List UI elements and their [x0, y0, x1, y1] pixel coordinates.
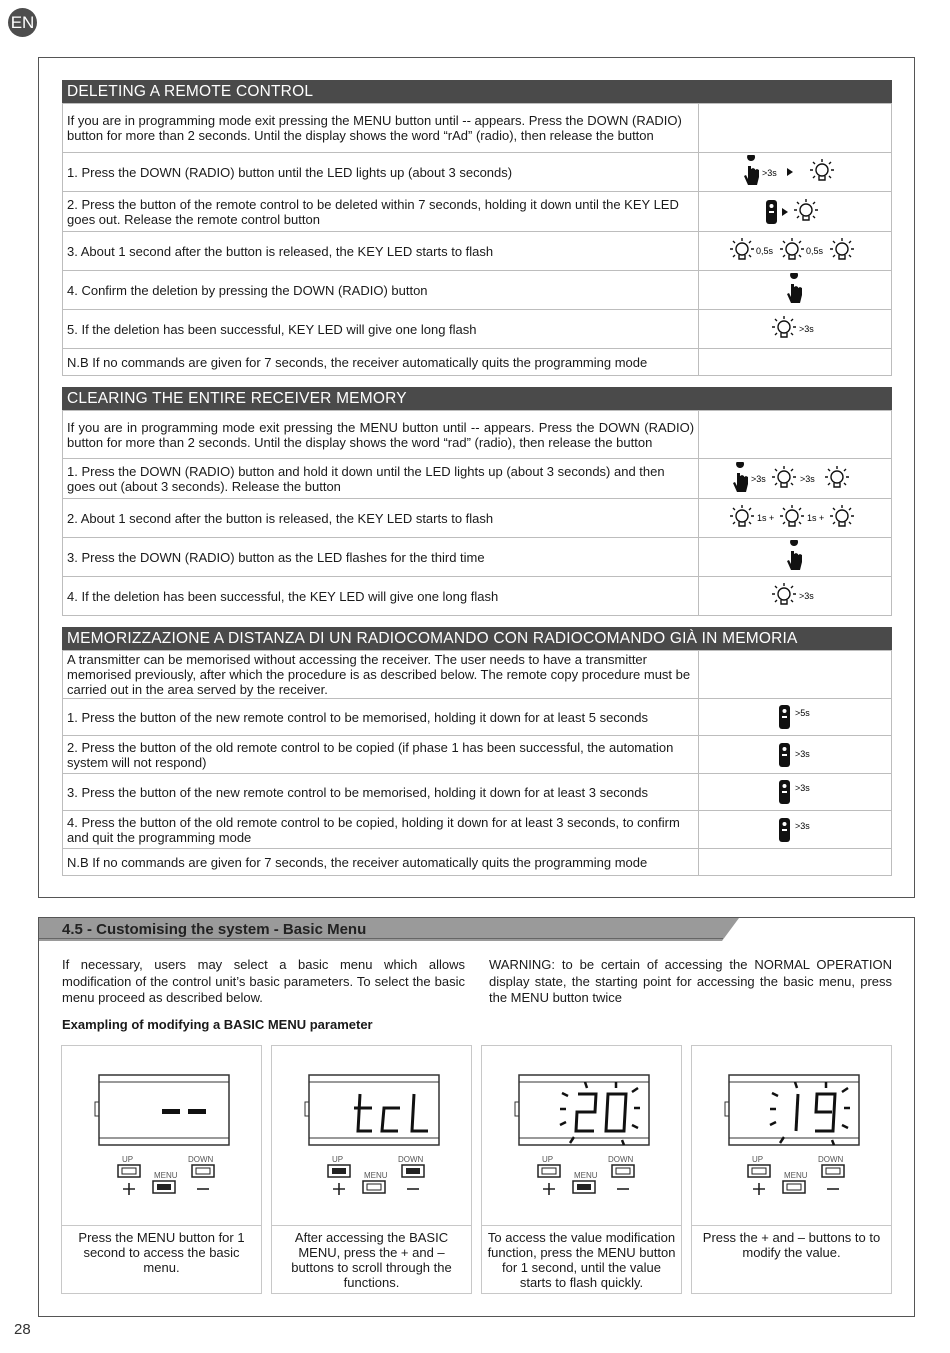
- time-label: >3s: [795, 783, 810, 793]
- step-text: 3. Press the DOWN (RADIO) button as the LED flashes for the third time: [63, 538, 699, 577]
- remote-press-3s-icon: [775, 776, 815, 808]
- example-subheading: Exampling of modifying a BASIC MENU parameter: [62, 1017, 373, 1032]
- step-icon-cell: [699, 736, 892, 774]
- step-icon-cell: [699, 411, 892, 459]
- menu-button[interactable]: [363, 1181, 385, 1193]
- time-label: >3s: [751, 473, 766, 484]
- down-button[interactable]: [612, 1165, 634, 1177]
- time-label: 0,5s: [756, 246, 774, 256]
- step-caption: To access the value modification function, press the MENU button for 1 second, until the value starts to flash quickly.: [487, 1230, 676, 1290]
- step-caption: Press the MENU button for 1 second to access the basic menu.: [78, 1230, 245, 1275]
- plus-icon: [543, 1183, 555, 1195]
- step-text: N.B If no commands are given for 7 seconds, the receiver automatically quits the programming mode: [63, 849, 699, 876]
- step-icon-cell: [699, 499, 892, 538]
- control-unit-display: [482, 1046, 681, 1226]
- menu-button[interactable]: [783, 1181, 805, 1193]
- table-row: [63, 774, 892, 811]
- deleting-remote-section: [62, 80, 892, 376]
- time-label: 0,5s: [806, 246, 824, 256]
- step-text: If you are in programming mode exit pressing the MENU button until -- appears. Press the DOWN (RADIO) button for more than 2 seconds. Until the display shows the word “rad” (radio), then release the button: [63, 411, 699, 459]
- table-row: [63, 699, 892, 736]
- table-row: [63, 232, 892, 271]
- plus-icon: [753, 1183, 765, 1195]
- menu-label: MENU: [364, 1171, 388, 1180]
- menu-step-card: [61, 1045, 262, 1294]
- up-label: UP: [122, 1155, 134, 1164]
- scroll-step-card: [271, 1045, 472, 1294]
- control-panel-illustration: [272, 1046, 471, 1226]
- step-icon-cell: [699, 153, 892, 192]
- led-long-flash-icon: [770, 312, 820, 346]
- step-text: 3. About 1 second after the button is released, the KEY LED starts to flash: [63, 232, 699, 271]
- clearing-memory-section: [62, 387, 892, 616]
- time-label: >3s: [795, 748, 810, 759]
- step-icon-cell: [699, 459, 892, 499]
- step-text: 5. If the deletion has been successful, KEY LED will give one long flash: [63, 310, 699, 349]
- display-text-19: [796, 1094, 835, 1131]
- step-icon-cell: [699, 104, 892, 153]
- remote-memorisation-section: [62, 627, 892, 876]
- time-label: >3s: [762, 168, 777, 178]
- procedure-table: [62, 410, 892, 616]
- value-edit-step-card: [481, 1045, 682, 1294]
- step-icon-cell: [699, 577, 892, 616]
- step-text: 3. Press the button of the new remote control to be memorised, holding it down for at least 3 seconds: [63, 774, 699, 811]
- up-button[interactable]: [118, 1165, 140, 1177]
- control-unit-display: [272, 1046, 471, 1226]
- remote-press-5s-icon: [775, 701, 815, 733]
- step-text: 2. About 1 second after the button is released, the KEY LED starts to flash: [63, 499, 699, 538]
- step-icon-cell: [699, 699, 892, 736]
- time-label: >3s: [799, 324, 814, 334]
- step-text: 4. Confirm the deletion by pressing the DOWN (RADIO) button: [63, 271, 699, 310]
- table-row: [63, 411, 892, 459]
- table-row: [63, 538, 892, 577]
- customising-header: [39, 918, 739, 941]
- page-number: 28: [14, 1321, 31, 1338]
- plus-icon: [333, 1183, 345, 1195]
- step-icon-cell: [699, 651, 892, 699]
- flashing-marks: [770, 1082, 850, 1145]
- table-row: [63, 849, 892, 876]
- up-label: UP: [542, 1155, 554, 1164]
- up-label: UP: [332, 1155, 344, 1164]
- procedure-table: [62, 103, 892, 376]
- table-row: [63, 192, 892, 232]
- table-row: [63, 104, 892, 153]
- led-flash-icon: [728, 501, 862, 535]
- step-icon-cell: [699, 271, 892, 310]
- intro-paragraph: If necessary, users may select a basic menu which allows modification of the control unit’s basic parameters. To select the basic menu proceed as described below.: [62, 957, 465, 1005]
- time-label: >3s: [799, 591, 814, 601]
- step-text: 2. Press the button of the old remote control to be copied (if phase 1 has been successful, the automation system will not respond): [63, 736, 699, 774]
- down-label: DOWN: [188, 1155, 214, 1164]
- step-text: N.B If no commands are given for 7 seconds, the receiver automatically quits the programming mode: [63, 349, 699, 376]
- step-text: 1. Press the DOWN (RADIO) button until the LED lights up (about 3 seconds): [63, 153, 699, 192]
- up-label: UP: [752, 1155, 764, 1164]
- table-row: [63, 651, 892, 699]
- up-button[interactable]: [748, 1165, 770, 1177]
- step-icon-cell: [699, 349, 892, 376]
- section-title: MEMORIZZAZIONE A DISTANZA DI UN RADIOCOMANDO CON RADIOCOMANDO GIÀ IN MEMORIA: [62, 627, 892, 650]
- step-text: 1. Press the button of the new remote control to be memorised, holding it down for at least 5 seconds: [63, 699, 699, 736]
- hand-press-icon: [783, 273, 807, 307]
- table-row: [63, 349, 892, 376]
- flashing-marks: [560, 1082, 640, 1145]
- modify-value-step-card: [691, 1045, 892, 1294]
- remote-press-3s-icon: [775, 814, 815, 846]
- table-row: [63, 577, 892, 616]
- down-label: DOWN: [608, 1155, 634, 1164]
- table-row: [63, 499, 892, 538]
- step-icon-cell: [699, 538, 892, 577]
- hand-led-on-off-icon: [733, 462, 857, 496]
- step-icon-cell: [699, 310, 892, 349]
- down-button[interactable]: [822, 1165, 844, 1177]
- down-button[interactable]: [192, 1165, 214, 1177]
- led-long-flash-icon: [770, 579, 820, 613]
- hand-press-icon: [783, 540, 807, 574]
- time-label: 1s +: [807, 513, 825, 523]
- table-row: [63, 459, 892, 499]
- step-icon-cell: [699, 774, 892, 811]
- display-text-tcl: [354, 1094, 428, 1131]
- language-badge: EN: [8, 8, 37, 37]
- display-text-20: [576, 1094, 626, 1131]
- warning-paragraph: WARNING: to be certain of accessing the NORMAL OPERATION display state, the starting point for accessing the basic menu, press the MENU button twice: [489, 957, 892, 1005]
- step-text: 1. Press the DOWN (RADIO) button and hold it down until the LED lights up (about 3 seconds) and then goes out (about 3 seconds). Release the button: [63, 459, 699, 499]
- step-icon-cell: [699, 192, 892, 232]
- menu-label: MENU: [154, 1171, 178, 1180]
- radio-procedures-panel: [38, 57, 915, 898]
- time-label: >3s: [795, 820, 810, 831]
- table-row: [63, 736, 892, 774]
- section-title: DELETING A REMOTE CONTROL: [62, 80, 892, 103]
- section-title: CLEARING THE ENTIRE RECEIVER MEMORY: [62, 387, 892, 410]
- hand-press-3s-led-on-icon: [740, 155, 850, 189]
- step-icon-cell: [699, 849, 892, 876]
- step-text: If you are in programming mode exit pressing the MENU button until -- appears. Press the DOWN (RADIO) button for more than 2 seconds. Until the display shows the word “rAd” (radio), then release the button: [63, 104, 699, 153]
- down-label: DOWN: [398, 1155, 424, 1164]
- step-text: 2. Press the button of the remote control to be deleted within 7 seconds, holding it down until the KEY LED goes out. Release the remote control button: [63, 192, 699, 232]
- remote-press-3s-icon: [775, 739, 815, 771]
- remote-led-off-icon: [760, 195, 830, 229]
- control-panel-illustration: [482, 1046, 681, 1226]
- control-unit-display: [62, 1046, 261, 1226]
- table-row: [63, 271, 892, 310]
- control-panel-illustration: [692, 1046, 891, 1226]
- time-label: 1s +: [757, 513, 775, 523]
- table-row: [63, 310, 892, 349]
- menu-label: MENU: [574, 1171, 598, 1180]
- plus-icon: [123, 1183, 135, 1195]
- step-caption: Press the + and – buttons to to modify the value.: [702, 1230, 881, 1260]
- led-flash-icon: [728, 234, 862, 268]
- control-panel-illustration: [62, 1046, 261, 1226]
- menu-label: MENU: [784, 1171, 808, 1180]
- control-unit-display: [692, 1046, 891, 1226]
- step-caption: After accessing the BASIC MENU, press the + and – buttons to scroll through the functions.: [291, 1230, 452, 1290]
- step-text: 4. Press the button of the old remote control to be copied, holding it down for at least 3 seconds, to confirm and quit the programming mode: [63, 811, 699, 849]
- time-label: >3s: [800, 473, 815, 484]
- procedure-table: [62, 650, 892, 876]
- table-row: [63, 153, 892, 192]
- step-text: 4. If the deletion has been successful, the KEY LED will give one long flash: [63, 577, 699, 616]
- step-icon-cell: [699, 811, 892, 849]
- customising-panel: [38, 917, 915, 1317]
- step-icon-cell: [699, 232, 892, 271]
- step-text: A transmitter can be memorised without accessing the receiver. The user needs to have a transmitter memorised previously, after which the procedure is as described below. The remote copy procedure must be carried out in the area served by the receiver.: [63, 651, 699, 699]
- section-title: 4.5 - Customising the system - Basic Menu: [62, 921, 367, 938]
- table-row: [63, 811, 892, 849]
- down-label: DOWN: [818, 1155, 844, 1164]
- time-label: >5s: [795, 708, 810, 718]
- up-button[interactable]: [538, 1165, 560, 1177]
